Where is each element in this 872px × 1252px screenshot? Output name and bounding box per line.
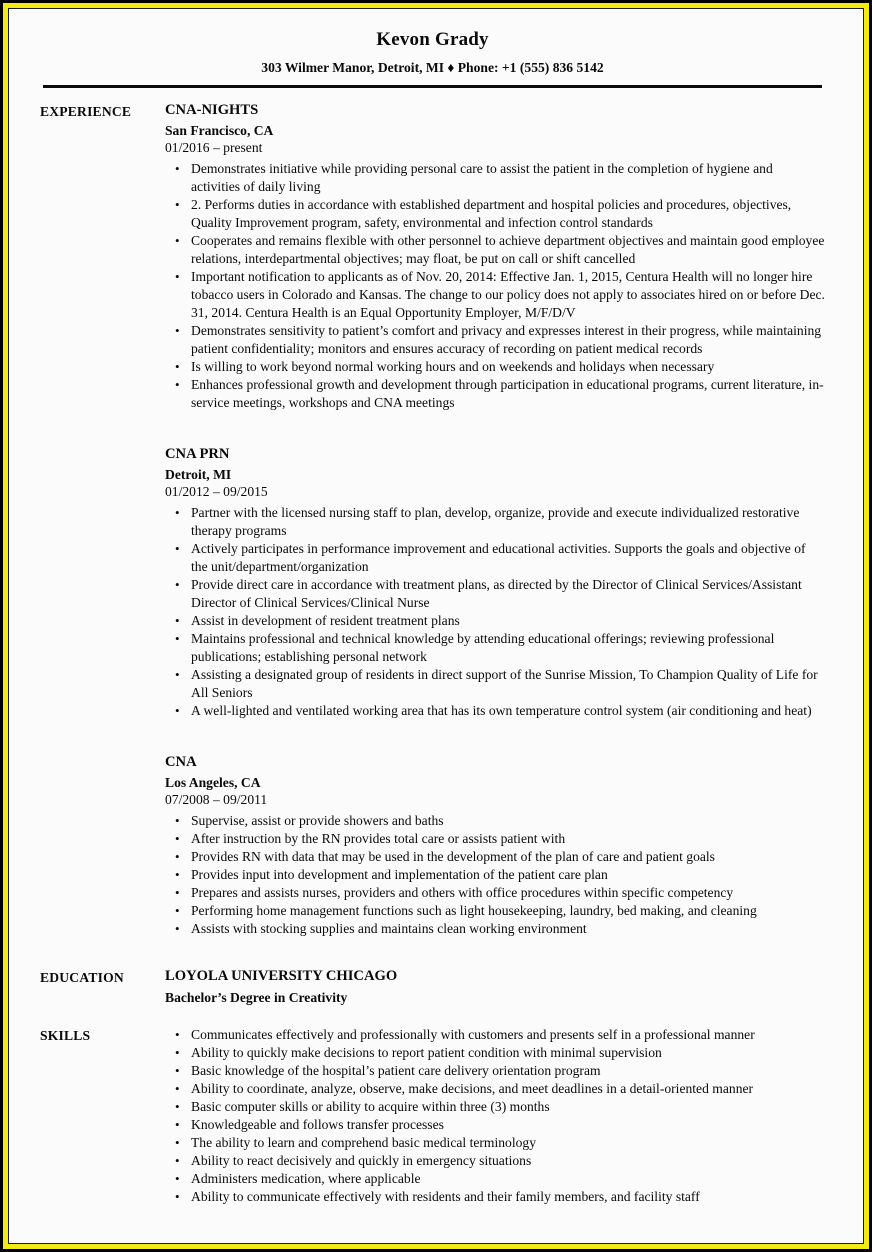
job-dates: 07/2008 – 09/2011: [165, 792, 268, 807]
job-title: CNA PRN: [165, 446, 230, 462]
bullet-item: • Supervise, assist or provide showers and baths: [173, 812, 825, 830]
section-label-education: EDUCATION: [40, 970, 124, 985]
skill-item: • Basic knowledge of the hospital’s patient care delivery orientation program: [173, 1062, 825, 1080]
bullet-item: • 2. Performs duties in accordance with established department and hospital policies and procedures, objectives, Quality Improvement program, safety, environmental and infection control standards: [173, 196, 825, 232]
skill-item: • Basic computer skills or ability to acquire within three (3) months: [173, 1098, 825, 1116]
skills-content: [165, 1026, 825, 1206]
degree: Bachelor’s Degree in Creativity: [165, 990, 348, 1005]
job-bullet-list: [165, 812, 825, 938]
job-location: Los Angeles, CA: [165, 775, 261, 790]
yellow-border-frame: [3, 3, 869, 1249]
bullet-item: • Assisting a designated group of residents in direct support of the Sunrise Mission, To Champion Quality of Life for All Seniors: [173, 666, 825, 702]
bullet-item: • Cooperates and remains flexible with other personnel to achieve department objectives and maintain good employee relations, interdepartmental objectives; may float, be put on call or shift cancelled: [173, 232, 825, 268]
bullet-item: • Enhances professional growth and development through participation in educational programs, current literature, in-service meetings, workshops and CNA meetings: [173, 376, 825, 412]
job-bullet-list: [165, 504, 825, 720]
resume-page: [8, 8, 864, 1244]
bullet-item: • After instruction by the RN provides total care or assists patient with: [173, 830, 825, 848]
school-name: LOYOLA UNIVERSITY CHICAGO: [165, 968, 398, 984]
bullet-item: • A well-lighted and ventilated working area that has its own temperature control system (air conditioning and heat): [173, 702, 825, 720]
job-location: San Francisco, CA: [165, 123, 274, 138]
skill-item: • Ability to coordinate, analyze, observe, make decisions, and meet deadlines in a detail-oriented manner: [173, 1080, 825, 1098]
job-dates: 01/2016 – present: [165, 140, 263, 155]
bullet-item: • Prepares and assists nurses, providers and others with office procedures within specific competency: [173, 884, 825, 902]
job-cna-nights: [165, 102, 825, 412]
bullet-item: • Assist in development of resident treatment plans: [173, 612, 825, 630]
job-bullet-list: [165, 160, 825, 412]
bullet-item: • Demonstrates sensitivity to patient’s comfort and privacy and expresses interest in their progress, while maintaining patient confidentiality; monitors and ensures accuracy of recording on patient medical records: [173, 322, 825, 358]
candidate-name: Kevon Grady: [376, 29, 489, 50]
bullet-item: • Assists with stocking supplies and maintains clean working environment: [173, 920, 825, 938]
bullet-item: • Performing home management functions such as light housekeeping, laundry, bed making, and cleaning: [173, 902, 825, 920]
bullet-item: • Provide direct care in accordance with treatment plans, as directed by the Director of Clinical Services/Assistant Director of Clinical Services/Clinical Nurse: [173, 576, 825, 612]
bullet-item: • Important notification to applicants as of Nov. 20, 2014: Effective Jan. 1, 2015, Centura Health will no longer hire tobacco users in Colorado and Kansas. The change to our policy does not apply to associates hired on or before Dec. 31, 2014. Centura Health is an Equal Opportunity Employer, M/F/D/V: [173, 268, 825, 322]
bullet-item: • Maintains professional and technical knowledge by attending educational offerings; reviewing professional publications; establishing personal network: [173, 630, 825, 666]
section-label-skills: SKILLS: [40, 1028, 91, 1043]
job-title: CNA-NIGHTS: [165, 102, 259, 118]
skill-item: • Ability to quickly make decisions to report patient condition with minimal supervision: [173, 1044, 825, 1062]
contact-line: 303 Wilmer Manor, Detroit, MI ♦ Phone: +1 (555) 836 5142: [261, 60, 604, 75]
skill-item: • Communicates effectively and professionally with customers and presents self in a professional manner: [173, 1026, 825, 1044]
skill-item: • Administers medication, where applicable: [173, 1170, 825, 1188]
skill-item: • Ability to react decisively and quickly in emergency situations: [173, 1152, 825, 1170]
skill-item: • Knowledgeable and follows transfer processes: [173, 1116, 825, 1134]
header-divider: [43, 85, 822, 88]
job-cna-prn: [165, 446, 825, 720]
skills-section: [40, 1026, 825, 1206]
skill-item: • The ability to learn and comprehend basic medical terminology: [173, 1134, 825, 1152]
resume-header: [40, 29, 825, 88]
bullet-item: • Partner with the licensed nursing staff to plan, develop, organize, provide and execute individualized restorative therapy programs: [173, 504, 825, 540]
bullet-item: • Actively participates in performance improvement and educational activities. Supports the goals and objective of the unit/department/organization: [173, 540, 825, 576]
bullet-item: • Demonstrates initiative while providing personal care to assist the patient in the completion of hygiene and activities of daily living: [173, 160, 825, 196]
education-section: [40, 968, 825, 1006]
experience-section: [40, 102, 825, 938]
experience-content: [165, 102, 825, 938]
bullet-item: • Provides RN with data that may be used in the development of the plan of care and patient goals: [173, 848, 825, 866]
job-location: Detroit, MI: [165, 467, 232, 482]
bullet-item: • Provides input into development and implementation of the patient care plan: [173, 866, 825, 884]
skills-list: [165, 1026, 825, 1206]
section-label-experience: EXPERIENCE: [40, 104, 132, 119]
skill-item: • Ability to communicate effectively with residents and their family members, and facility staff: [173, 1188, 825, 1206]
education-content: [165, 968, 825, 1006]
bullet-item: • Is willing to work beyond normal working hours and on weekends and holidays when necessary: [173, 358, 825, 376]
job-dates: 01/2012 – 09/2015: [165, 484, 268, 499]
job-cna: [165, 754, 825, 938]
job-title: CNA: [165, 754, 197, 770]
